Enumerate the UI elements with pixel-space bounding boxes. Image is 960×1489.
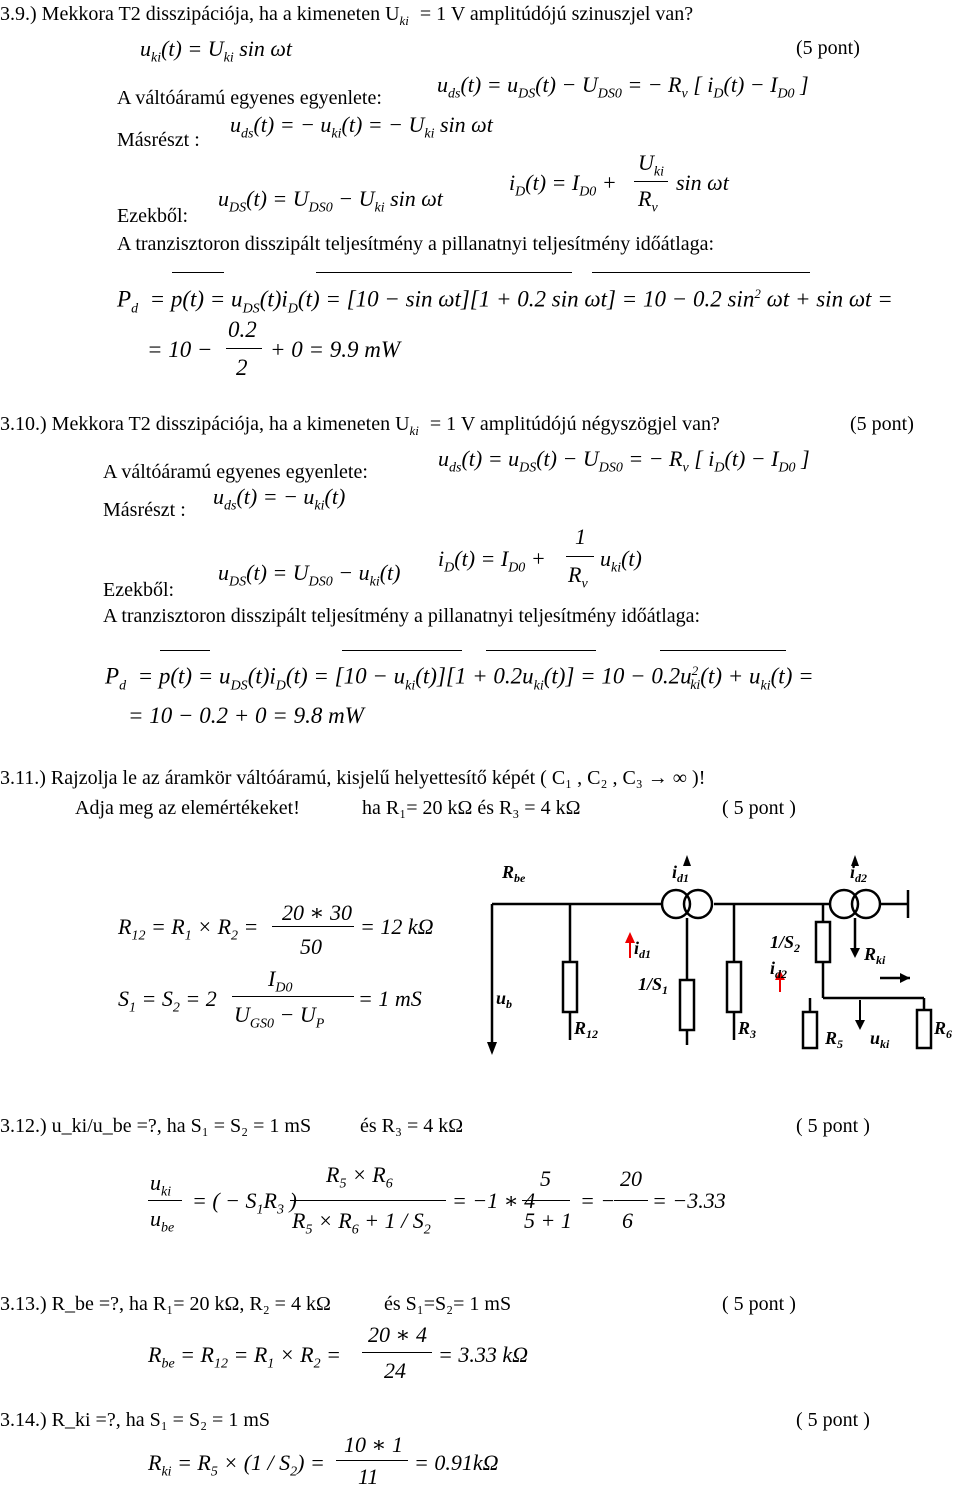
- equation-uDS-sine: $u_{DS}(t) = U_{DS0} - U_{ki}$ sin ωt: [218, 186, 443, 216]
- equation-pd-result-9-8: = 10 − 0.2 + 0 = 9.8 mW: [128, 703, 364, 728]
- equation-ac-load-line: $u_{ds}(t) = u_{DS}(t) - U_{DS0}$ = − $R_v$ [ $i_D(t) - I_{D0}$ ]: [437, 72, 809, 102]
- label-rki: $R_{ki}$: [864, 944, 886, 967]
- masreszt-label: Másrészt :: [103, 499, 186, 521]
- equation-pd-result-9-9: = 10 −: [147, 337, 213, 362]
- ac-load-line-label: A váltóáramú egyenes egyenlete:: [103, 461, 368, 483]
- label-inv-s2: $1/S_2$: [770, 932, 801, 955]
- equation-uds-minus-uki: $u_{ds}(t)$ = − $u_{ki}(t)$ = − $U_{ki}$ sin ωt: [230, 112, 493, 142]
- equation-rki: $R_{ki} = R_5 \times (1 / S_2)$ =: [148, 1450, 325, 1480]
- label-r3: $R_3$: [738, 1018, 757, 1041]
- equation-ac-load-line: $u_{ds}(t) = u_{DS}(t) - U_{DS0}$ = − $R_v$ [ $i_D(t) - I_{D0}$ ]: [438, 446, 810, 476]
- equation-r12: $R_{12} = R_1 \times R_2$ =: [118, 914, 259, 944]
- problem-3-11-line2: Adja meg az elemértékeket!: [75, 797, 300, 819]
- points-label: ( 5 pont ): [722, 797, 796, 819]
- ezekbol-label: Ezekből:: [117, 205, 189, 227]
- problem-3-9-heading: 3.9.) Mekkora T2 disszipációja, ha a kimeneten $U_{ki} = 1$ V amplitúdójú szinuszjel van?: [0, 3, 694, 28]
- average-power-text: A tranzisztoron disszipált teljesítmény a pillanatnyi teljesítmény időátlaga:: [117, 233, 715, 255]
- label-id1-branch: $i_{d1}$: [634, 938, 652, 961]
- problem-3-14-heading: 3.14.) R_ki =?, ha S₁ = S₂ = 1 mS: [0, 1409, 271, 1431]
- points-label: ( 5 pont ): [796, 1115, 870, 1137]
- equation-rbe: $R_{be} = R_{12} = R_1 \times R_2$ =: [148, 1342, 341, 1372]
- points-label: (5 pont): [796, 37, 860, 59]
- masreszt-label: Másrészt :: [117, 129, 200, 151]
- label-id1: $i_{d1}$: [672, 862, 690, 885]
- problem-3-10-heading: 3.10.) Mekkora T2 disszipációja, ha a kimeneten $U_{ki} = 1$ V amplitúdójú négyszögjel van?: [0, 413, 720, 438]
- problem-3-13-heading: 3.13.) R_be =?, ha R₁= 20 kΩ, R₂ = 4 kΩ: [0, 1293, 331, 1315]
- ezekbol-label: Ezekből:: [103, 579, 175, 601]
- equation-pd-sine: $P_d = p(t) = u_{DS}(t)i_D(t) = [10 - \sin \omega t][1 + 0.2$ sin ωt] = 10 − 0.2 $\sin^2 \omega t + \sin \omega t$ =: [117, 286, 893, 317]
- average-power-text: A tranzisztoron disszipált teljesítmény a pillanatnyi teljesítmény időátlaga:: [103, 605, 701, 627]
- equation-id-sine: $i_D(t) = I_{D0}$ +: [509, 170, 617, 200]
- problem-3-13-values: és S₁=S₂= 1 mS: [384, 1293, 512, 1315]
- equation-uki-sine: $u_{ki}(t) = U_{ki}$ sin ωt: [140, 36, 293, 66]
- points-label: ( 5 pont ): [722, 1293, 796, 1315]
- equation-uds-minus-uki: $u_{ds}(t)$ = − $u_{ki}(t)$: [213, 484, 346, 514]
- label-r6: $R_6$: [934, 1018, 953, 1041]
- problem-3-11-values: ha R₁= 20 kΩ és R₃ = 4 kΩ: [362, 797, 581, 819]
- ac-load-line-label: A váltóáramú egyenes egyenlete:: [117, 87, 382, 109]
- label-r12: $R_{12}$: [574, 1018, 599, 1041]
- problem-3-12-values: és R₃ = 4 kΩ: [360, 1115, 464, 1137]
- points-label: (5 pont): [850, 413, 914, 435]
- label-id2: $i_{d2}$: [850, 862, 868, 885]
- equation-pd-square: $P_d = p(t) = u_{DS}(t)i_D(t) = [10 - u_{ki}(t)][1 + 0.2u_{ki}(t)] = 10 - 0.2u^2_{ki}(t) + u_{ki}(t)$ =: [105, 663, 814, 694]
- problem-3-11-heading: 3.11.) Rajzolja le az áramkör váltóáramú, kisjelű helyettesítő képét ( C₁ , C₂ , C₃ → ∞ )!: [0, 767, 706, 789]
- label-rbe: $R_{be}$: [502, 862, 526, 885]
- points-label: ( 5 pont ): [796, 1409, 870, 1431]
- small-signal-equivalent-circuit: [480, 850, 953, 1070]
- problem-3-12-heading: 3.12.) u_ki/u_be =?, ha S₁ = S₂ = 1 mS: [0, 1115, 312, 1137]
- label-r5: $R_5$: [825, 1028, 844, 1051]
- equation-s: $S_1 = S_2 = 2$: [118, 986, 217, 1016]
- label-uki: $u_{ki}$: [870, 1028, 890, 1051]
- equation-uDS-square: $u_{DS}(t) = U_{DS0} - u_{ki}(t)$: [218, 560, 401, 590]
- label-ub: $u_b$: [496, 988, 513, 1011]
- label-inv-s1: $1/S_1$: [638, 974, 669, 997]
- label-id2-branch: $i_{d2}$: [770, 958, 788, 981]
- equation-gain: = ( − $S_1R_3$ ): [192, 1188, 297, 1218]
- equation-id-square: $i_D(t) = I_{D0}$ +: [438, 546, 546, 576]
